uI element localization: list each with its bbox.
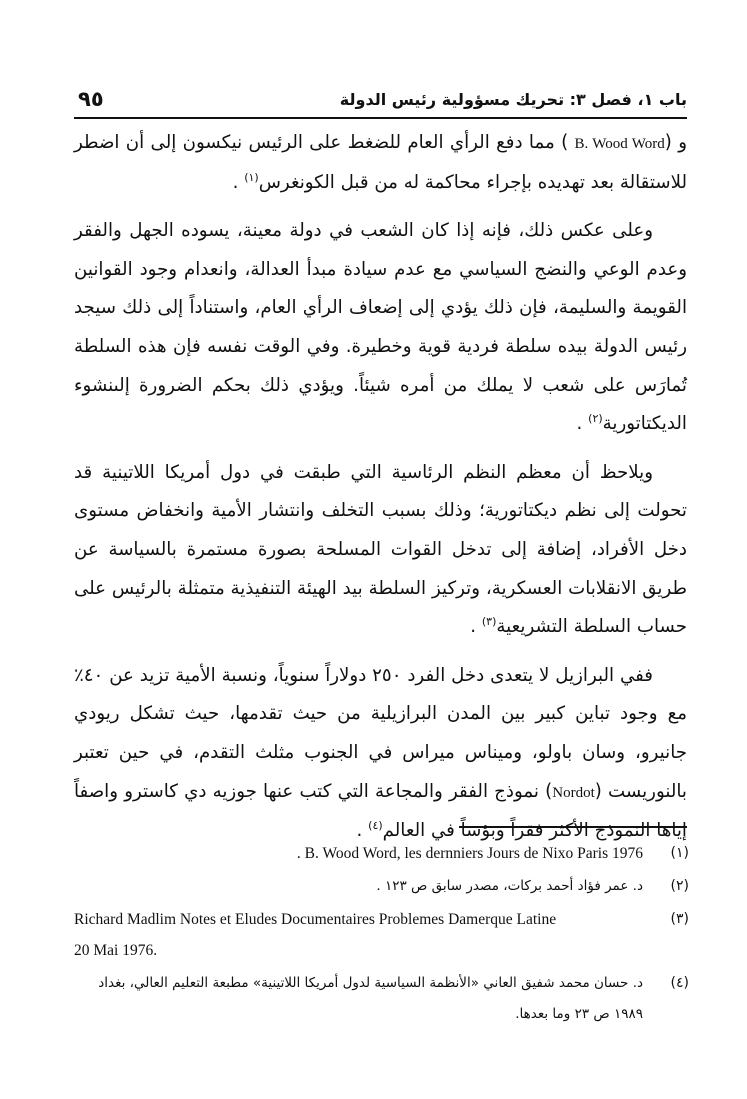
footnote-4 xyxy=(74,968,689,1030)
paragraph-3-text: ويلاحظ أن معظم النظم الرئاسية التي طبقت في دول أمريكا اللاتينية قد تحولت إلى نظم ديكتاتورية؛ وذلك بسبب التخلف وانتشار الأمية وانخفاض مستوى دخل الأفراد، إضافة إلى تدخل القوات المسلحة بصورة مستمرة بالسياسة عن طريق الانقلابات العسكرية، وتركيز السلطة بيد الهيئة التنفيذية متمثلة بالرئيس على حساب السلطة التشريعية xyxy=(74,461,687,638)
page-number: ٩٥ xyxy=(78,87,104,111)
paragraph-2-text: وعلى عكس ذلك، فإنه إذا كان الشعب في دولة معينة، يسوده الجهل والفقر وعدم الوعي والنضج السياسي مع عدم سيادة مبدأ العدالة، وانعدام وجود القوانين القويمة والسليمة، فإن ذلك يؤدي إلى إضعاف الرأي العام، واستناداً إلى ذلك سيجد رئيس الدولة بيده سلطة فردية قوية وخطيرة. وفي الوقت نفسه فإن هذه السلطة تُمارَس على شعب لا يملك من أمره شيئاً. ويؤدي ذلك بحكم الضرورة إلىنشوء الديكتاتورية xyxy=(74,220,687,435)
paragraph-2 xyxy=(74,212,687,444)
footnote-ref-3: (٣) xyxy=(481,615,497,629)
footnote-4-text: د. حسان محمد شفيق العاني «الأنظمة السياسية لدول أمريكا اللاتينية» مطبعة التعليم العالي، بغداد ١٩٨٩ ص ٢٣ وما بعدها. xyxy=(98,975,643,1022)
footnote-3-marker: (٣) xyxy=(670,911,689,927)
footnote-rule xyxy=(459,826,687,828)
footnote-2-text: د. عمر فؤاد أحمد بركات، مصدر سابق ص ١٢٣ . xyxy=(376,878,643,894)
footnote-2-marker: (٢) xyxy=(670,878,689,894)
paragraph-4-text-a: ففي البرازيل لا يتعدى دخل الفرد ٢٥٠ دولاراً سنوياً، ونسبة الأمية تزيد عن ٤٠٪ مع وجود تباين كبير بين المدن البرازيلية من حيث تقدمها، حيث تشكل ريودي جانيرو، وسان باولو، ومیناس میراس في الجنوب مثلث التقدم، في حين تعتبر بالنوريست ( xyxy=(74,664,687,802)
paragraph-4-text-b: ) نموذج الفقر والمجاعة التي كتب عنها جوزيه دي كاسترو واصفاً إياها النموذج الأكثر فقراً وبؤساً في العالم xyxy=(74,780,687,842)
footnote-ref-2: (٢) xyxy=(588,412,603,426)
footnote-1-text: . B. Wood Word, les dernniers Jours de Nixo Paris 1976 xyxy=(296,845,643,862)
footnote-1 xyxy=(74,838,689,869)
paragraph-4 xyxy=(74,657,687,851)
paragraph-4-latin: Nordot xyxy=(552,784,595,801)
paragraph-3 xyxy=(74,454,687,647)
footnote-3-continuation: 20 Mai 1976. xyxy=(74,942,158,959)
footnote-1-marker: (١) xyxy=(670,845,689,861)
paragraph-1-text: ) مما دفع الرأي العام للضغط على الرئيس نيكسون إلى أن اضطر للاستقالة بعد تهديده بإجراء محاكمة له من قبل الكونغرس xyxy=(74,132,687,193)
footnote-ref-4: (٤) xyxy=(368,819,383,833)
footnotes xyxy=(74,838,689,1032)
running-title: باب ١، فصل ٣: تحريك مسؤولية رئيس الدولة xyxy=(339,90,687,109)
footnote-3-text: Richard Madlim Notes et Eludes Documentaires Problemes Damerque Latine xyxy=(74,911,557,928)
paragraph-1-lead: و ( xyxy=(664,132,687,153)
page-header xyxy=(74,86,687,116)
paragraph-1-tail: . xyxy=(232,171,239,193)
footnote-4-marker: (٤) xyxy=(670,975,689,991)
body-text xyxy=(74,124,687,851)
header-rule xyxy=(74,117,687,119)
paragraph-1-latin: B. Wood Word xyxy=(574,136,665,152)
footnote-ref-1: (١) xyxy=(244,170,259,184)
paragraph-3-tail: . xyxy=(470,616,477,638)
paragraph-4-tail: . xyxy=(356,820,363,842)
footnote-3 xyxy=(74,904,689,966)
paragraph-2-tail: . xyxy=(576,413,583,435)
paragraph-1 xyxy=(74,124,687,202)
footnote-2 xyxy=(74,871,689,902)
